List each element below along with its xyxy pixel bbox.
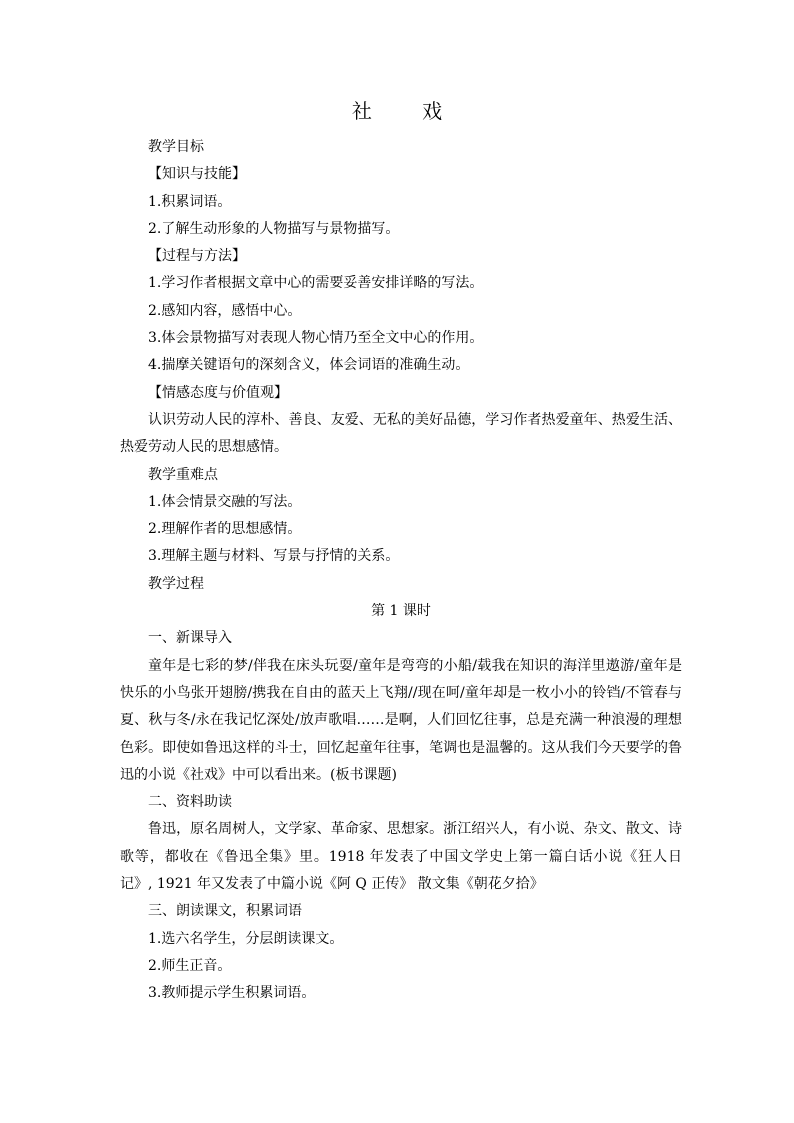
goal-item: 2.了解生动形象的人物描写与景物描写。 xyxy=(148,220,400,237)
goal-item: 1.学习作者根据文章中心的需要妥善安排详略的写法。 xyxy=(148,275,484,292)
goal-item: 4.揣摩关键语句的深刻含义，体会词语的准确生动。 xyxy=(148,357,470,374)
section-heading-key-difficulties: 教学重难点 xyxy=(148,466,218,483)
difficulty-item: 3.理解主题与材料、写景与抒情的关系。 xyxy=(148,548,400,565)
document-title: 社 戏 xyxy=(351,99,465,123)
difficulty-item: 1.体会情景交融的写法。 xyxy=(148,493,302,510)
subheading-process-methods: 【过程与方法】 xyxy=(148,248,246,265)
step-heading-reading-aloud: 三、朗读课文，积累词语 xyxy=(148,903,302,920)
goal-item: 3.体会景物描写对表现人物心情乃至全文中心的作用。 xyxy=(148,330,484,347)
body-paragraph: 童年是七彩的梦/伴我在床头玩耍/童年是弯弯的小船/载我在知识的海洋里遨游/童年是快乐的小鸟张开翅膀/携我在自由的蓝天上飞翔//现在呵/童年却是一枚小小的铃铛/不管春与夏、秋与冬/永在我记忆深处/放声歌唱……是啊，人们回忆往事，总是充满一种浪漫的理想色彩。即使如鲁迅这样的斗士，回忆起童年往事，笔调也是温馨的。这从我们今天要学的鲁迅的小说《社戏》中可以看出来。(板书课题) xyxy=(120,657,682,783)
subheading-knowledge-skills: 【知识与技能】 xyxy=(148,166,246,183)
lesson-number-heading: 第 1 课时 xyxy=(371,603,431,620)
document-body xyxy=(120,134,682,1008)
step-heading-introduction: 一、新课导入 xyxy=(148,630,232,647)
step-item: 2.师生正音。 xyxy=(148,957,232,974)
section-heading-teaching-goals: 教学目标 xyxy=(148,139,204,155)
goal-item: 1.积累词语。 xyxy=(148,193,232,210)
subheading-emotion-values: 【情感态度与价值观】 xyxy=(148,384,288,401)
step-item: 3.教师提示学生积累词语。 xyxy=(148,985,316,1002)
body-paragraph: 鲁迅，原名周树人，文学家、革命家、思想家。浙江绍兴人，有小说、杂文、散文、诗歌等，都收在《鲁迅全集》里。1918 年发表了中国文学史上第一篇白话小说《狂人日记》, 1921 年又发表了中篇小说《阿 Q 正传》 散文集《朝花夕拾》 xyxy=(120,821,682,893)
goal-item: 2.感知内容，感悟中心。 xyxy=(148,302,302,319)
body-paragraph: 认识劳动人民的淳朴、善良、友爱、无私的美好品德，学习作者热爱童年、热爱生活、热爱劳动人民的思想感情。 xyxy=(120,411,682,456)
difficulty-item: 2.理解作者的思想感情。 xyxy=(148,521,302,538)
section-heading-teaching-process: 教学过程 xyxy=(148,575,204,592)
step-heading-reading-aid: 二、资料助读 xyxy=(148,794,232,811)
step-item: 1.选六名学生，分层朗读课文。 xyxy=(148,930,344,947)
